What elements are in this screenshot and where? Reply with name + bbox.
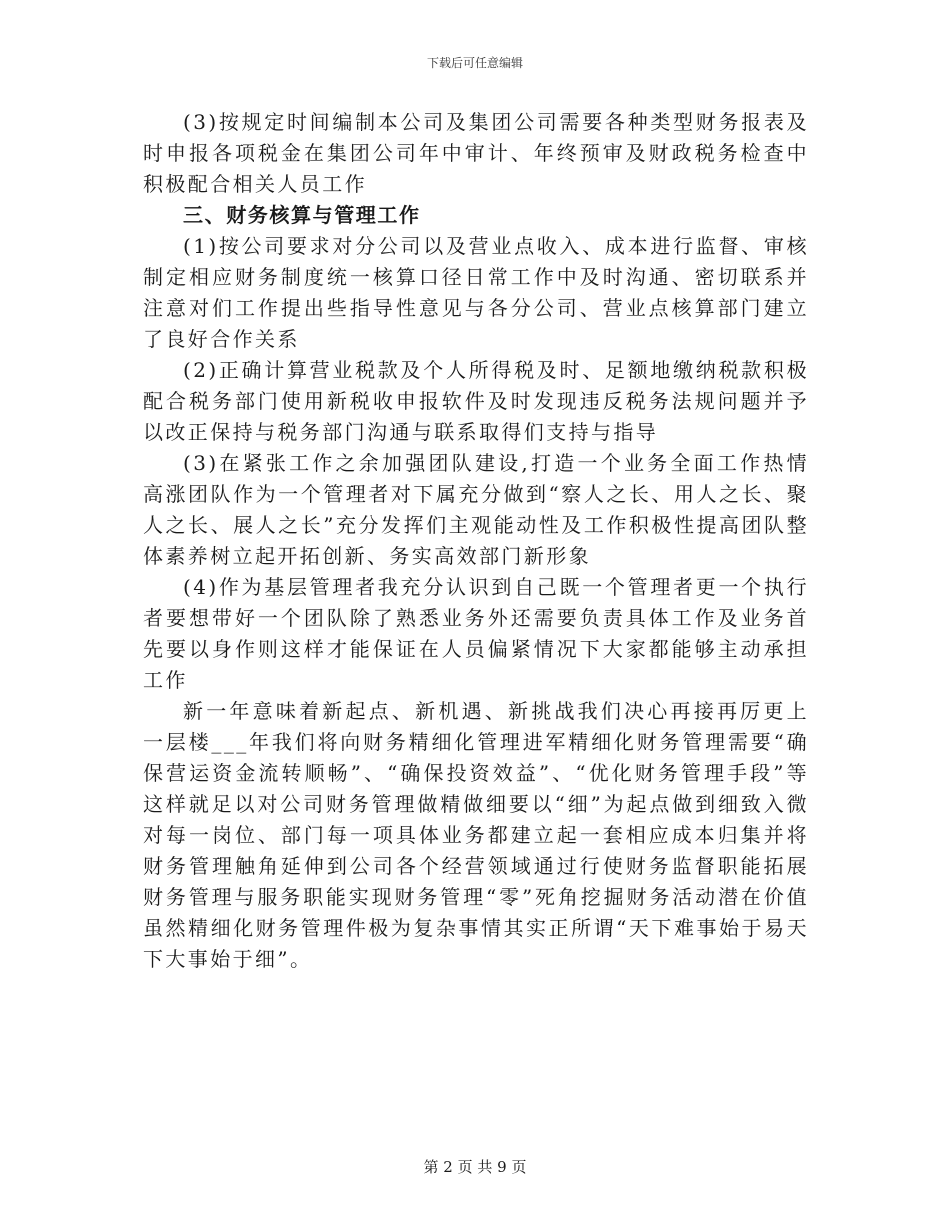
paragraph-new-year: 新一年意味着新起点、新机遇、新挑战我们决心再接再厉更上一层楼___年我们将向财务精细化管理进军精细化财务管理需要“确保营运资金流转顺畅”、“确保投资效益”、“优化财务管理手段”等这样就足以对公司财务管理做精做细要以“细”为起点做到细致入微对每一岗位、部门每一项具体业务都建立起一套相应成本归集并将财务管理触角延伸到公司各个经营领域通过行使财务监督职能拓展财务管理与服务职能实现财务管理“零”死角挖掘财务活动潜在价值虽然精细化财务管理件极为复杂事情其实正所谓“天下难事始于易天下大事始于细”。	[143, 699, 809, 971]
paragraph-item-1-supervision: (1)按公司要求对分公司以及营业点收入、成本进行监督、审核制定相应财务制度统一核算口径日常工作中及时沟通、密切联系并注意对们工作提出些指导性意见与各分公司、营业点核算部门建立了良好合作关系	[143, 234, 809, 351]
page-number: 第 2 页 共 9 页	[423, 1158, 527, 1176]
section-heading: 三、财务核算与管理工作	[183, 203, 421, 227]
document-body	[143, 107, 809, 975]
paragraph-item-3-reports: (3)按规定时间编制本公司及集团公司需要各种类型财务报表及时申报各项税金在集团公司年中审计、年终预审及财政税务检查中积极配合相关人员工作	[143, 110, 809, 196]
paragraph-item-2-taxes: (2)正确计算营业税款及个人所得税及时、足额地缴纳税款积极配合税务部门使用新税收申报软件及时发现违反税务法规问题并予以改正保持与税务部门沟通与联系取得们支持与指导	[143, 358, 809, 444]
header-note: 下载后可任意编辑	[426, 56, 523, 70]
paragraph-item-4-manager: (4)作为基层管理者我充分认识到自己既一个管理者更一个执行者要想带好一个团队除了熟悉业务外还需要负责具体工作及业务首先要以身作则这样才能保证在人员偏紧情况下大家都能够主动承担工作	[143, 575, 809, 692]
paragraph-item-3-team: (3)在紧张工作之余加强团队建设,打造一个业务全面工作热情高涨团队作为一个管理者对下属充分做到“察人之长、用人之长、聚人之长、展人之长”充分发挥们主观能动性及工作积极性提高团队整体素养树立起开拓创新、务实高效部门新形象	[143, 451, 809, 568]
